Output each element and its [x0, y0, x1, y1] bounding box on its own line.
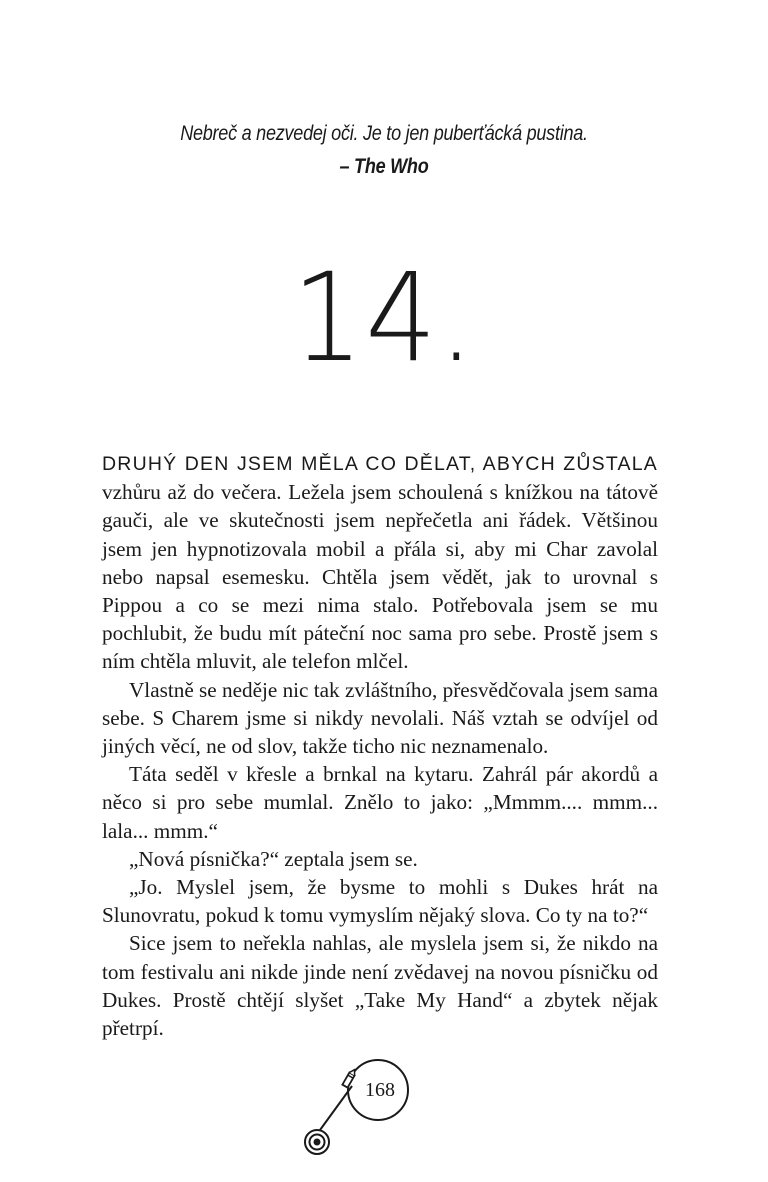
paragraph-1	[102, 449, 658, 676]
paragraph-2: Vlastně se neděje nic tak zvláštního, přesvědčovala jsem sama sebe. S Charem jsme si nikdy nevolali. Náš vztah se odvíjel od jiných věcí, ne od slov, takže ticho nic neznamenalo.	[102, 677, 658, 759]
vinyl-record-with-tonearm-icon	[300, 1054, 410, 1164]
opening-caps: DRUHÝ DEN JSEM MĚLA CO DĚLAT, ABYCH ZŮSTALA	[102, 453, 658, 475]
page-number: 168	[365, 1079, 395, 1101]
paragraph-1-text: vzhůru až do večera. Ležela jsem schoulená s knížkou na tátově gauči, ale ve skutečnosti jsem nepřečetla ani řádek. Většinou jsem jen hypnotizovala mobil a přála si, aby mi Char zavolal nebo napsal esemesku. Chtěla jsem vědět, jak to urovnal s Pippou a co se mezi nima stalo. Potřebovala jsem se mu pochlubit, že budu mít páteční noc sama pro sebe. Prostě jsem s ním chtěla mluvit, ale telefon mlčel.	[102, 480, 658, 674]
paragraph-3: Táta seděl v křesle a brnkal na kytaru. Zahrál pár akordů a něco si pro sebe mumlal. Znělo to jako: „Mmmm.... mmm... lala... mmm.“	[102, 762, 658, 843]
epigraph-quote: Nebreč a nezvedej oči. Je to jen puberťácká pustina.	[180, 122, 588, 145]
chapter-body	[102, 449, 658, 1042]
epigraph	[0, 117, 768, 183]
paragraph-6: Sice jsem to neřekla nahlas, ale myslela jsem si, že nikdo na tom festivalu ani nikde jinde není zvědavej na novou písničku od Dukes. Prostě chtějí slyšet „Take My Hand“ a zbytek nějak přetrpí.	[102, 931, 658, 1041]
paragraph-5: „Jo. Myslel jsem, že bysme to mohli s Dukes hrát na Slunovratu, pokud k tomu vymyslím nějaký slova. Co ty na to?“	[102, 875, 658, 928]
paragraph-4: „Nová písnička?“ zeptala jsem se.	[129, 846, 418, 871]
epigraph-author: – The Who	[339, 155, 429, 178]
chapter-number: 14.	[291, 247, 477, 389]
